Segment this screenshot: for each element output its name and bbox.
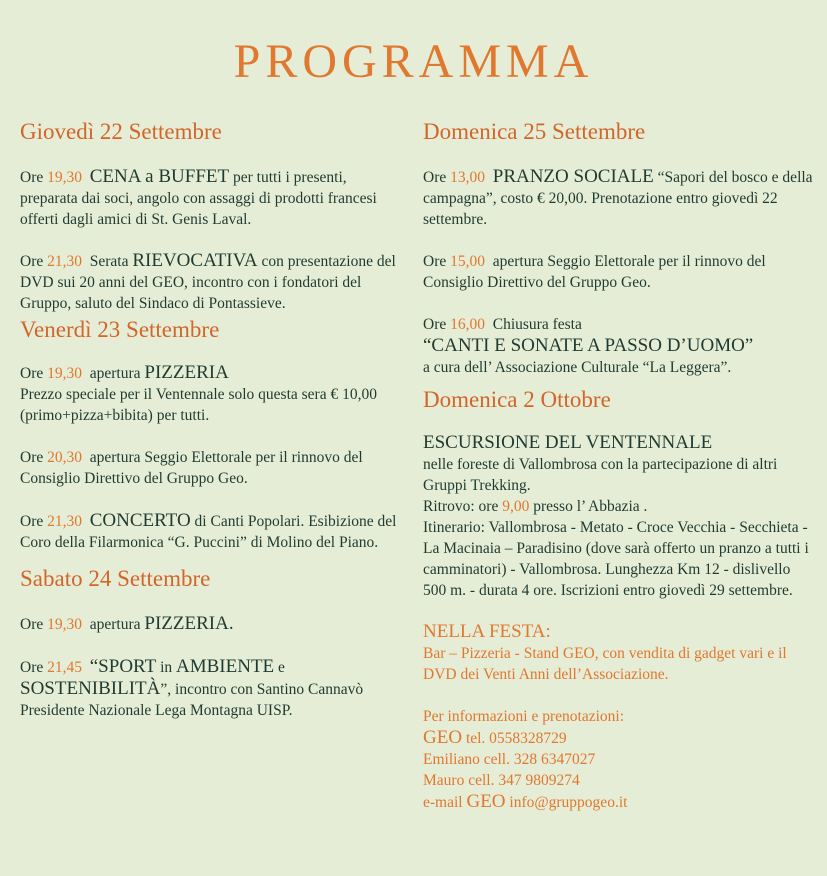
event-seggio: Ore 20,30 apertura Seggio Elettorale per il rinnovo del Consiglio Direttivo del Gruppo Geo. <box>20 449 363 487</box>
day-heading-venerdi: Venerdì 23 Settembre <box>20 317 220 342</box>
contact-info: Per informazioni e prenotazioni: GEO tel. 0558328729 Emiliano cell. 328 6347027 Mauro cell. 347 9809274 e-mail GEO info@gruppogeo.it <box>423 708 628 812</box>
right-column <box>423 118 815 813</box>
event-title: PRANZO SOCIALE <box>492 166 654 187</box>
event-time: 20,30 <box>47 449 82 466</box>
left-column <box>20 118 400 721</box>
event-pizzeria-sabato: Ore 19,30 apertura PIZZERIA. <box>20 613 234 634</box>
event-time: 15,00 <box>450 253 485 270</box>
day-heading-sabato: Sabato 24 Settembre <box>20 566 211 591</box>
event-time: 21,30 <box>47 253 82 270</box>
event-title: CONCERTO <box>89 510 191 531</box>
event-title: CENA a BUFFET <box>89 166 230 187</box>
event-title: PIZZERIA. <box>144 613 234 634</box>
event-time: 9,00 <box>502 498 530 515</box>
event-time: 16,00 <box>450 316 485 333</box>
event-concerto: Ore 21,30 CONCERTO di Canti Popolari. Esibizione del Coro della Filarmonica “G. Puccini” di Molino del Piano. <box>20 510 397 551</box>
nella-festa: NELLA FESTA: Bar – Pizzeria - Stand GEO, con vendita di gadget vari e il DVD dei Venti Anni dell’Associazione. <box>423 621 787 683</box>
day-heading-domenica-2: Domenica 2 Ottobre <box>423 387 611 412</box>
event-sport: Ore 21,45 “SPORT in AMBIENTE e SOSTENIBILITÀ”, incontro con Santino Cannavò Presidente Nazionale Lega Montagna UISP. <box>20 656 364 719</box>
event-time: 19,30 <box>47 365 82 382</box>
event-title: ESCURSIONE DEL VENTENNALE <box>423 432 713 453</box>
event-time: 13,00 <box>450 169 485 186</box>
event-seggio-domenica: Ore 15,00 apertura Seggio Elettorale per il rinnovo del Consiglio Direttivo del Gruppo Geo. <box>423 253 766 291</box>
page-title: PROGRAMMA <box>233 35 594 88</box>
info-heading: Per informazioni e prenotazioni: <box>423 708 625 725</box>
event-time: 21,45 <box>47 659 82 676</box>
event-title: “CANTI E SONATE A PASSO D’UOMO” <box>423 335 754 356</box>
event-serata: Ore 21,30 Serata RIEVOCATIVA con presentazione del DVD sui 20 anni del GEO, incontro con i fondatori del Gruppo, saluto del Sindaco di Pontassieve. <box>20 250 396 312</box>
day-heading-giovedi: Giovedì 22 Settembre <box>20 119 222 144</box>
day-heading-domenica-25: Domenica 25 Settembre <box>423 119 646 144</box>
event-title: PIZZERIA <box>144 362 229 383</box>
event-cena: Ore 19,30 CENA a BUFFET per tutti i presenti, preparata dai soci, angolo con assaggi di prodotti francesi offerti dagli amici di St. Genis Laval. <box>20 166 377 228</box>
email-link: info@gruppogeo.it <box>509 794 628 811</box>
festa-heading: NELLA FESTA: <box>423 621 551 642</box>
event-pranzo: Ore 13,00 PRANZO SOCIALE “Sapori del bosco e della campagna”, costo € 20,00. Prenotazione entro giovedì 22 settembre. <box>423 166 813 228</box>
event-title: RIEVOCATIVA <box>132 250 258 271</box>
event-chiusura: Ore 16,00 Chiusura festa “CANTI E SONATE A PASSO D’UOMO” a cura dell’ Associazione Culturale “La Leggera”. <box>423 316 754 376</box>
event-escursione: ESCURSIONE DEL VENTENNALE nelle foreste di Vallombrosa con la partecipazione di altri Gruppi Trekking. Ritrovo: ore 9,00 presso l’ Abbazia . Itinerario: Vallombrosa - Metato - Croce Vecchia - Secchieta - La Macinaia – Paradisino (dove sarà offerto un pranzo a tutti i camminatori) - Vallombrosa. Lunghezza Km 12 - dislivello 500 m. - durata 4 ore. Iscrizioni entro giovedì 29 settembre. <box>423 432 809 599</box>
event-time: 19,30 <box>47 616 82 633</box>
event-pizzeria: Ore 19,30 apertura PIZZERIA Prezzo speciale per il Ventennale solo questa sera € 10,00 (primo+pizza+bibita) per tutti. <box>20 362 377 424</box>
event-time: 21,30 <box>47 513 82 530</box>
event-time: 19,30 <box>47 169 82 186</box>
